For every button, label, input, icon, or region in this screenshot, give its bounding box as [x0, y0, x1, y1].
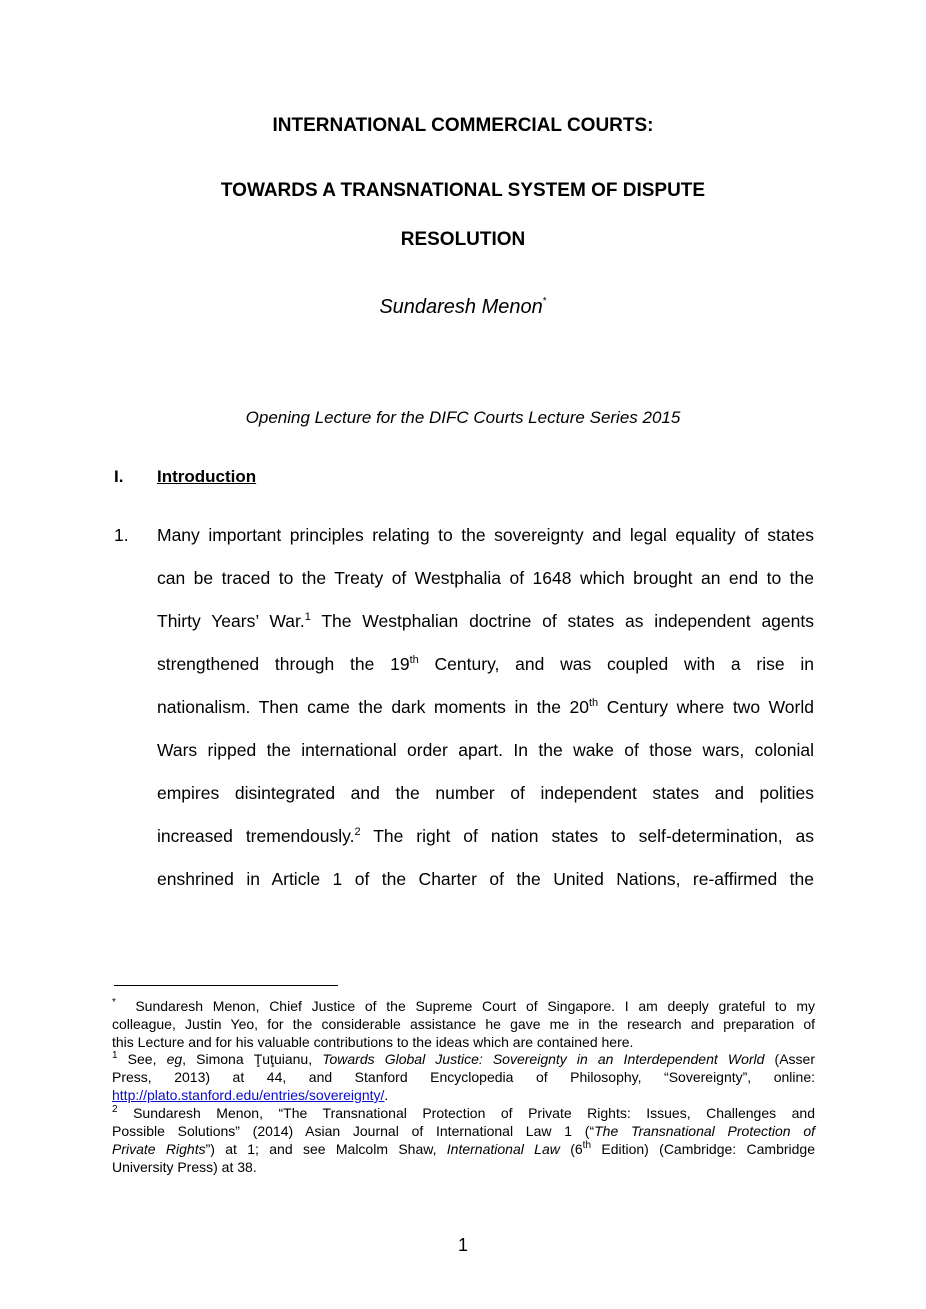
- paragraph-line: can be traced to the Treaty of Westphalia of 1648 which brought an end to the: [157, 568, 814, 588]
- footnote-line: [112, 1050, 815, 1068]
- footnote-ref-1: 1: [304, 611, 311, 623]
- footnote-line: [112, 1140, 815, 1158]
- ordinal-suffix: th: [589, 697, 599, 709]
- footnote-line: [112, 1086, 815, 1104]
- author-name: Sundaresh Menon: [379, 296, 543, 318]
- footnote-link[interactable]: http://plato.stanford.edu/entries/sovereignty/: [112, 1087, 385, 1103]
- footnote-star: [112, 997, 815, 1051]
- footnote-text: Private Rights: [112, 1141, 206, 1157]
- footnote-line: this Lecture and for his valuable contributions to the ideas which are contained here.: [112, 1034, 634, 1050]
- section-heading: Introduction: [157, 467, 257, 486]
- paragraph-text: The right of nation states to self-determination, as: [360, 826, 814, 846]
- paragraph-line: [157, 643, 814, 686]
- footnote-line: [112, 1104, 815, 1122]
- footnote-line: [112, 1122, 815, 1140]
- footnote-mark: 2: [112, 1104, 118, 1115]
- footnote-text: eg: [166, 1051, 183, 1067]
- footnote-mark: 1: [112, 1050, 118, 1061]
- paragraph-text: increased tremendously.: [157, 826, 355, 846]
- footnote-text: , Simona Ţuţuianu,: [182, 1051, 323, 1067]
- page-number: 1: [457, 1235, 468, 1255]
- footnote-text: Edition) (Cambridge: Cambridge: [591, 1141, 815, 1157]
- footnote-line: [112, 997, 815, 1015]
- title-line-2: TOWARDS A TRANSNATIONAL SYSTEM OF DISPUTE: [220, 180, 706, 201]
- footnote-text: ”) at 1; and see Malcolm Shaw,: [205, 1141, 447, 1157]
- subtitle: Opening Lecture for the DIFC Courts Lecture Series 2015: [245, 408, 681, 427]
- footnote-text: See,: [117, 1051, 167, 1067]
- footnote-2: [112, 1104, 815, 1176]
- footnote-ref-2: 2: [354, 826, 361, 838]
- footnote-text: International Law: [446, 1141, 560, 1157]
- paragraph-text: Century where two World: [598, 697, 814, 717]
- paragraph-line: [157, 686, 814, 729]
- footnote-line: Press, 2013) at 44, and Stanford Encyclopedia of Philosophy, “Sovereignty”, online:: [112, 1069, 815, 1085]
- footnote-line: University Press) at 38.: [112, 1159, 257, 1175]
- paragraph-line: Many important principles relating to the sovereignty and legal equality of states: [157, 525, 814, 545]
- ordinal-suffix: th: [409, 654, 419, 666]
- ordinal-suffix: th: [582, 1140, 592, 1151]
- section-number: I.: [114, 467, 124, 486]
- footnote-text: Sundaresh Menon, Chief Justice of the Supreme Court of Singapore. I am deeply grateful to my: [135, 998, 815, 1014]
- paragraph-text: The Westphalian doctrine of states as independent agents: [310, 611, 814, 631]
- paragraph-text: nationalism. Then came the dark moments in the 20: [157, 697, 589, 717]
- author: [0, 296, 926, 319]
- title-line-1: INTERNATIONAL COMMERCIAL COURTS:: [272, 115, 654, 136]
- footnote-separator: [114, 985, 338, 986]
- paragraph-number: 1.: [114, 525, 129, 545]
- paragraph-text: strengthened through the 19: [157, 654, 410, 674]
- footnote-text: (Asser: [764, 1051, 815, 1067]
- footnote-text: .: [384, 1087, 389, 1103]
- footnote-mark: *: [112, 997, 116, 1008]
- paragraph-line: [157, 600, 814, 643]
- author-footnote-mark: *: [542, 296, 547, 307]
- footnote-text: Sundaresh Menon, “The Transnational Protection of Private Rights: Issues, Challenges and: [117, 1105, 815, 1121]
- paragraph-line: enshrined in Article 1 of the Charter of the United Nations, re-affirmed the: [157, 869, 814, 889]
- footnote-text: The Transnational Protection of: [594, 1123, 815, 1139]
- footnote-text: (6: [559, 1141, 583, 1157]
- footnote-line: colleague, Justin Yeo, for the considerable assistance he gave me in the research and preparation of: [112, 1016, 815, 1032]
- paragraph-body: [157, 514, 814, 901]
- paragraph-line: [157, 815, 814, 858]
- paragraph-text: Thirty Years’ War.: [157, 611, 305, 631]
- footnote-1: [112, 1050, 815, 1104]
- footnote-text: Towards Global Justice: Sovereignty in an Interdependent World: [322, 1051, 765, 1067]
- paragraph-line: empires disintegrated and the number of independent states and polities: [157, 783, 814, 803]
- footnote-text: Possible Solutions” (2014) Asian Journal of International Law 1 (“: [112, 1123, 595, 1139]
- title-line-3: RESOLUTION: [400, 229, 526, 250]
- paragraph-line: Wars ripped the international order apart. In the wake of those wars, colonial: [157, 740, 814, 760]
- paragraph-text: Century, and was coupled with a rise in: [418, 654, 814, 674]
